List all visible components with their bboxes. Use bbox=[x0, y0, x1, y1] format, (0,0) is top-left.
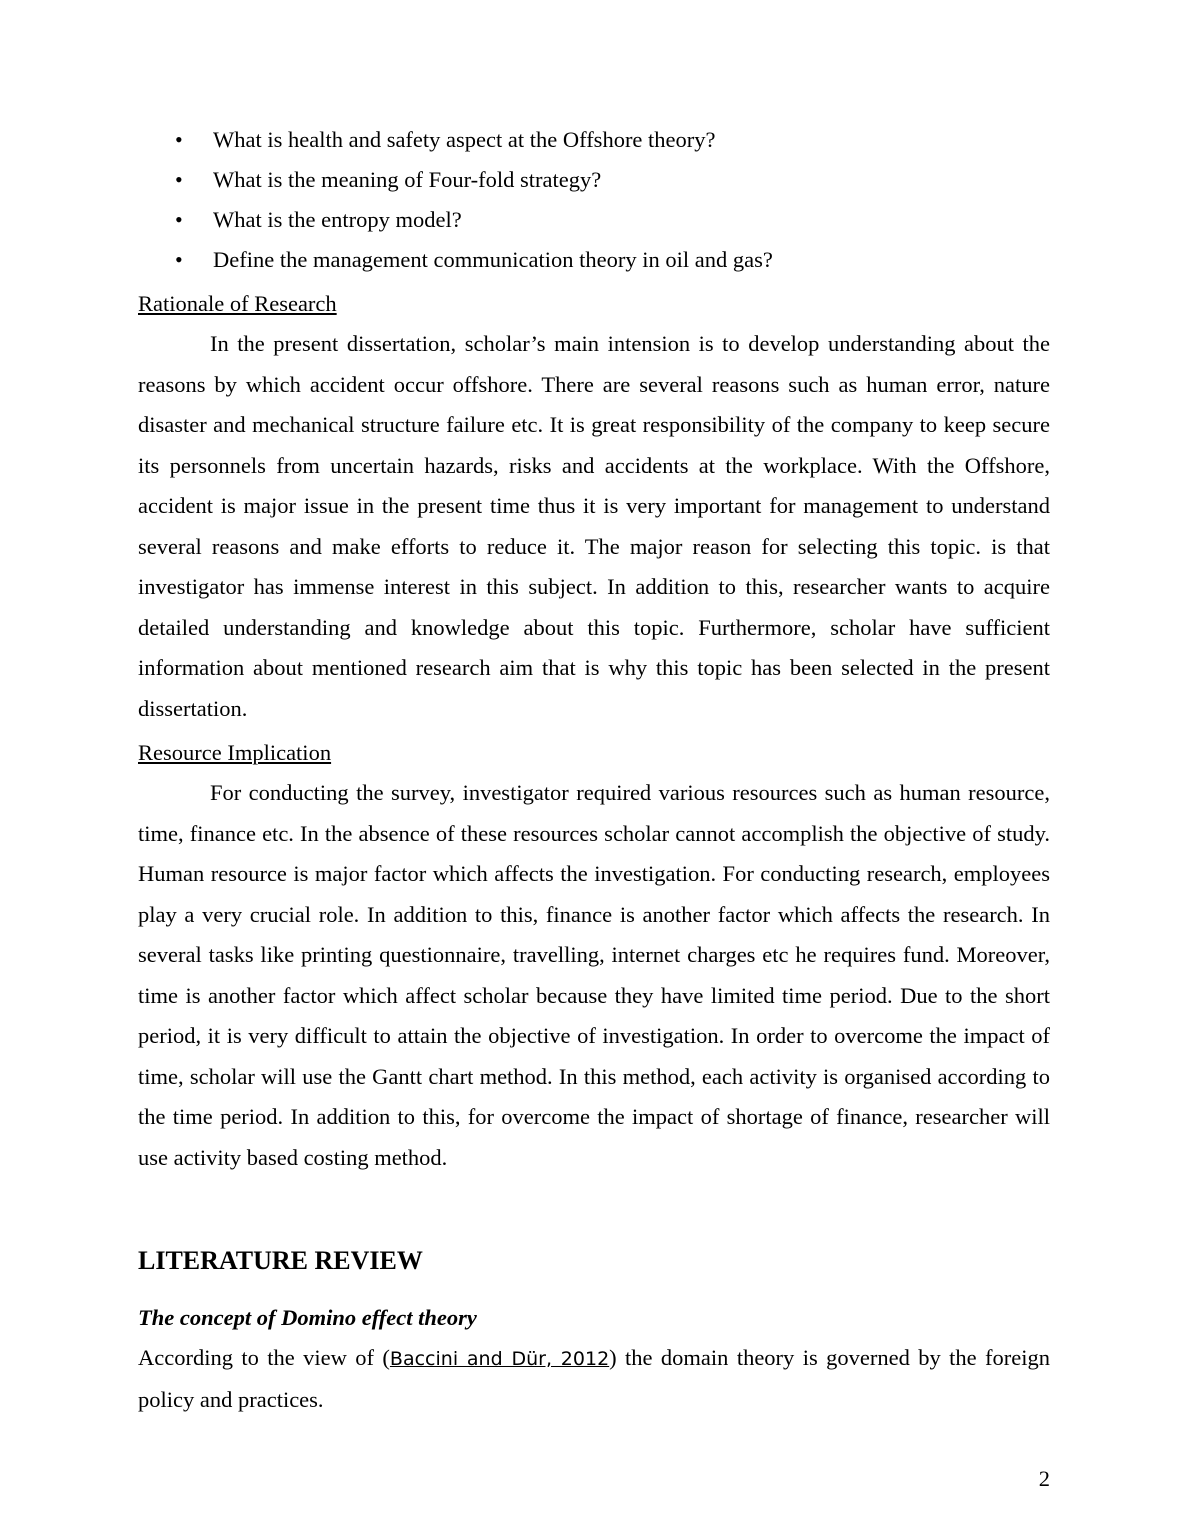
question-text: Define the management communication theory in oil and gas? bbox=[213, 247, 773, 272]
section-body-rationale: In the present dissertation, scholar’s main intension is to develop understanding about the reasons by which accident occur offshore. There are several reasons such as human error, nature disaster and mechanical structure failure etc. It is great responsibility of the company to keep secure its personnels from uncertain hazards, risks and accidents at the workplace. With the Offshore, accident is major issue in the present time thus it is very important for management to understand several reasons and make efforts to reduce it. The major reason for selecting this topic. is that investigator has immense interest in this subject. In addition to this, researcher wants to acquire detailed understanding and knowledge about this topic. Furthermore, scholar have sufficient information about mentioned research aim that is why this topic has been selected in the present dissertation. bbox=[138, 331, 1050, 721]
question-text: What is the meaning of Four-fold strategy? bbox=[213, 167, 602, 192]
list-item bbox=[138, 120, 1050, 160]
citation-link[interactable]: Baccini and Dür, 2012 bbox=[389, 1348, 610, 1370]
bullet-icon: • bbox=[175, 167, 183, 192]
page-title: LITERATURE REVIEW bbox=[138, 1246, 423, 1275]
list-item bbox=[138, 160, 1050, 200]
bullet-icon: • bbox=[175, 127, 183, 152]
research-questions-list bbox=[138, 120, 1050, 280]
literature-paragraph bbox=[138, 1338, 1050, 1420]
section-heading-resource-implication: Resource Implication bbox=[138, 740, 332, 765]
bullet-icon: • bbox=[175, 247, 183, 272]
paragraph-prefix: According to the view of ( bbox=[138, 1345, 390, 1370]
bullet-icon: • bbox=[175, 207, 183, 232]
subsection-title: The concept of Domino effect theory bbox=[138, 1305, 477, 1330]
question-text: What is the entropy model? bbox=[213, 207, 462, 232]
page-number: 2 bbox=[1038, 1466, 1050, 1491]
section-heading-rationale: Rationale of Research bbox=[138, 291, 337, 316]
section-body-resource-implication: For conducting the survey, investigator required various resources such as human resource, time, finance etc. In the absence of these resources scholar cannot accomplish the objective of study. Human resource is major factor which affects the investigation. For conducting research, employees play a very crucial role. In addition to this, finance is another factor which affects the research. In several tasks like printing questionnaire, travelling, internet charges etc he requires fund. Moreover, time is another factor which affect scholar because they have limited time period. Due to the short period, it is very difficult to attain the objective of investigation. In order to overcome the impact of time, scholar will use the Gantt chart method. In this method, each activity is organised according to the time period. In addition to this, for overcome the impact of shortage of finance, researcher will use activity based costing method. bbox=[138, 780, 1050, 1170]
list-item bbox=[138, 200, 1050, 240]
paragraph-suffix: ) the domain theory is governed by the foreign policy and practices. bbox=[138, 1345, 1050, 1412]
question-text: What is health and safety aspect at the Offshore theory? bbox=[213, 127, 716, 152]
list-item bbox=[138, 240, 1050, 280]
